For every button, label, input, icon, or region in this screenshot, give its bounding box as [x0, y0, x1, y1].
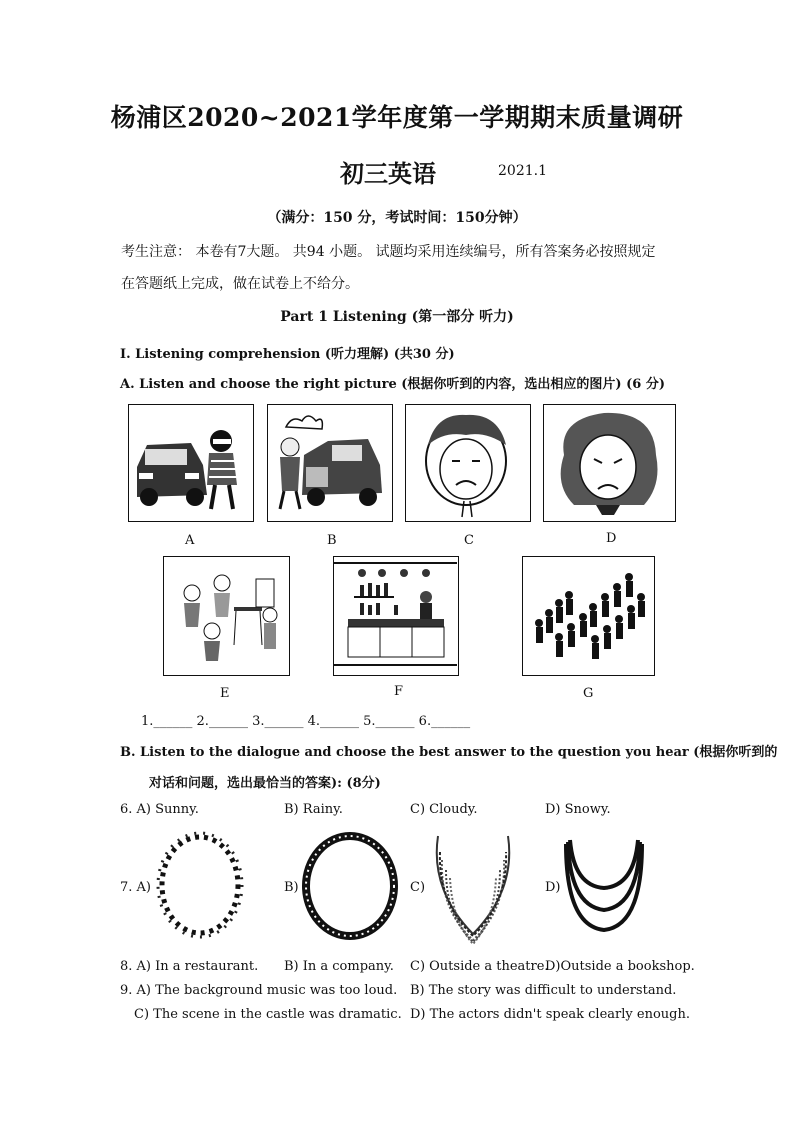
q6-option-a: 6. A) Sunny.: [120, 802, 199, 817]
q6-option-d: D) Snowy.: [545, 802, 611, 817]
picture-d: [543, 404, 676, 522]
q8-option-c: C) Outside a theatre.: [410, 959, 549, 974]
q7-option-c: C): [410, 880, 426, 895]
necklace-a-image: [150, 826, 250, 944]
picture-b: [267, 404, 393, 522]
picture-e: [163, 556, 290, 676]
q6-option-c: C) Cloudy.: [410, 802, 478, 817]
section-a-heading: A. Listen and choose the right picture (根据你听到的内容，选出相应的图片) (6 分): [120, 377, 665, 392]
picture-g: [522, 556, 655, 676]
exam-subject: 初三英语: [340, 159, 436, 188]
q8-option-a: 8. A) In a restaurant.: [120, 959, 259, 974]
label-c: C: [464, 533, 474, 548]
picture-c: [405, 404, 531, 522]
label-g: G: [583, 686, 594, 701]
section-b-heading-line1: B. Listen to the dialogue and choose the best answer to the question you hear (根据你听到的: [120, 745, 778, 760]
necklace-d-image: [562, 836, 646, 936]
label-b: B: [327, 533, 337, 548]
q8-option-b: B) In a company.: [284, 959, 394, 974]
label-a: A: [185, 533, 195, 548]
q9-option-a: 9. A) The background music was too loud.: [120, 983, 398, 998]
q9-option-d: D) The actors didn't speak clearly enough.: [410, 1007, 690, 1022]
picture-f: [333, 556, 459, 676]
section-b-heading-line2: 对话和问题，选出最恰当的答案): (8分): [149, 776, 381, 791]
notice-line-2: 在答题纸上完成，做在试卷上不给分。: [121, 276, 359, 292]
section-i-heading: I. Listening comprehension (听力理解) (共30 分): [120, 347, 455, 362]
q8-option-d: D)Outside a bookshop.: [545, 959, 695, 974]
label-f: F: [394, 684, 404, 699]
label-e: E: [220, 686, 230, 701]
q9-option-c: C) The scene in the castle was dramatic.: [134, 1007, 402, 1022]
necklace-b-image: [298, 828, 402, 944]
q9-option-b: B) The story was difficult to understand.: [410, 983, 677, 998]
part1-heading: Part 1 Listening (第一部分 听力): [280, 309, 514, 325]
q7-option-d: D): [545, 880, 561, 895]
q6-option-b: B) Rainy.: [284, 802, 343, 817]
exam-title: 杨浦区2020~2021学年度第一学期期末质量调研: [110, 103, 684, 132]
picture-a: [128, 404, 254, 522]
answer-blanks: 1.______ 2.______ 3.______ 4.______ 5.______ 6.______: [141, 714, 471, 729]
q7-option-a: 7. A): [120, 880, 151, 895]
notice-line-1: 考生注意： 本卷有7大题。 共94 小题。 试题均采用连续编号，所有答案务必按照规定: [121, 244, 656, 260]
label-d: D: [606, 531, 617, 546]
q7-option-b: B): [284, 880, 299, 895]
score-time-info: （满分：150 分，考试时间：150分钟）: [267, 210, 527, 226]
exam-date: 2021.1: [498, 163, 547, 179]
necklace-c-image: [428, 830, 518, 946]
